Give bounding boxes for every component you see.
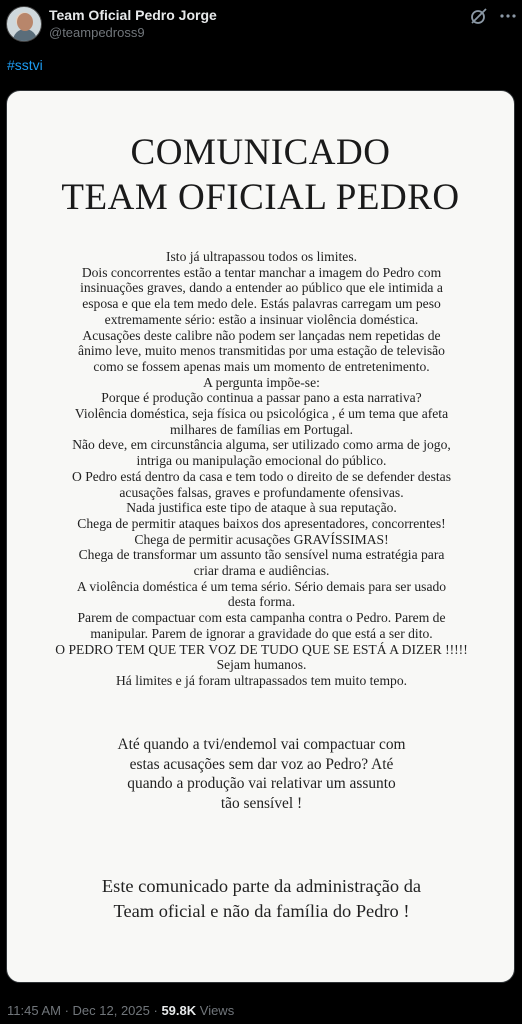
document-title-line-1: COMUNICADO [130,132,391,173]
document-body-line: Nada justifica este tipo de ataque à sua reputação. [126,500,397,516]
post-meta [7,1003,234,1018]
document-body-line: manipular. Parem de ignorar a gravidade do que está a ser dito. [90,625,433,641]
document-body-line: ânimo leve, muito menos transmitidas por uma estação de televisão [78,343,445,359]
document-body-line: como se fossem apenas mais um momento de entretenimento. [93,358,430,374]
document-body-line: extremamente sério: estão a insinuar violência doméstica. [104,311,419,327]
document-body-line: desta forma. [227,594,296,610]
document-body-line: Chega de permitir acusações GRAVÍSSIMAS! [134,531,389,547]
document-closing-line: estas acusações sem dar voz ao Pedro? Até [129,755,394,773]
document-body-line: Chega de transformar um assunto tão sensível numa estratégia para [78,547,445,563]
document-body-line: esposa e que ela tem medo dele. Estás palavras carregam um peso [82,296,441,312]
views-label: Views [196,1003,235,1018]
document-body-line: Dois concorrentes estão a tentar manchar a imagem do Pedro com [81,264,442,280]
document-body-line: intriga ou manipulação emocional do público. [136,453,387,469]
document-body-line: O PEDRO TEM QUE TER VOZ DE TUDO QUE SE ESTÁ A DIZER !!!!! [55,641,468,657]
views-count: 59.8K [161,1003,197,1018]
document-body-line: Parem de compactuar com esta campanha contra o Pedro. Parem de [77,610,446,626]
post-time[interactable]: 11:45 AM [7,1003,61,1018]
more-icon[interactable] [499,6,517,26]
document-closing-line: Até quando a tvi/endemol vai compactuar com [117,736,406,753]
post-header [0,0,522,50]
document-body-line: criar drama e audiências. [193,563,330,579]
user-handle[interactable]: @teampedross9 [49,25,145,40]
grok-icon[interactable] [469,6,489,26]
document-closing-line: quando a produção vai relativar um assunto [127,775,396,792]
document-body-line: A pergunta impõe-se: [203,374,320,390]
document-body-line: A violência doméstica é um tema sério. Sério demais para ser usado [76,578,447,594]
document-body-line: Há limites e já foram ultrapassados tem muito tempo. [115,672,408,688]
statement-document [7,91,514,982]
document-footer-line: Team oficial e não da família do Pedro ! [113,901,410,921]
display-name[interactable]: Team Oficial Pedro Jorge [49,7,217,23]
document-body-line: Porque é produção continua a passar pano a esta narrativa? [101,390,422,406]
document-closing-question [47,735,476,813]
hashtag-link[interactable]: #sstvi [7,57,43,73]
document-body-line: Isto já ultrapassou todos os limites. [165,249,358,264]
document-closing-line: tão sensível ! [220,794,303,812]
document-body-line: Chega de permitir ataques baixos dos apresentadores, concorrentes! [77,515,446,531]
document-body-line: insinuações graves, dando a entender ao público que ele intimida a [80,280,443,296]
document-body-line: Não deve, em circunstância alguma, ser utilizado como arma de jogo, [72,437,451,453]
document-body-line: acusações falsas, graves e profundamente ofensivas. [119,484,404,500]
post-date[interactable]: Dec 12, 2025 [72,1003,150,1018]
document-body [27,249,496,689]
document-body-line: Violência doméstica, seja física ou psicológica , é um tema que afeta [74,406,449,422]
document-footer-line: Este comunicado parte da administração da [101,876,422,896]
document-title-line-2: TEAM OFICIAL PEDRO [61,177,460,218]
meta-separator: · [60,1003,73,1018]
document-body-line: milhares de famílias em Portugal. [169,421,354,437]
document-body-line: Sejam humanos. [216,657,307,673]
document-body-line: Acusações deste calibre não podem ser lançadas nem repetidas de [82,327,441,343]
document-body-line: O Pedro está dentro da casa e tem todo o direito de se defender destas [72,468,451,484]
post-image[interactable] [6,90,515,983]
meta-separator: · [149,1003,162,1018]
document-footer-note [37,874,486,924]
avatar[interactable] [6,6,42,42]
